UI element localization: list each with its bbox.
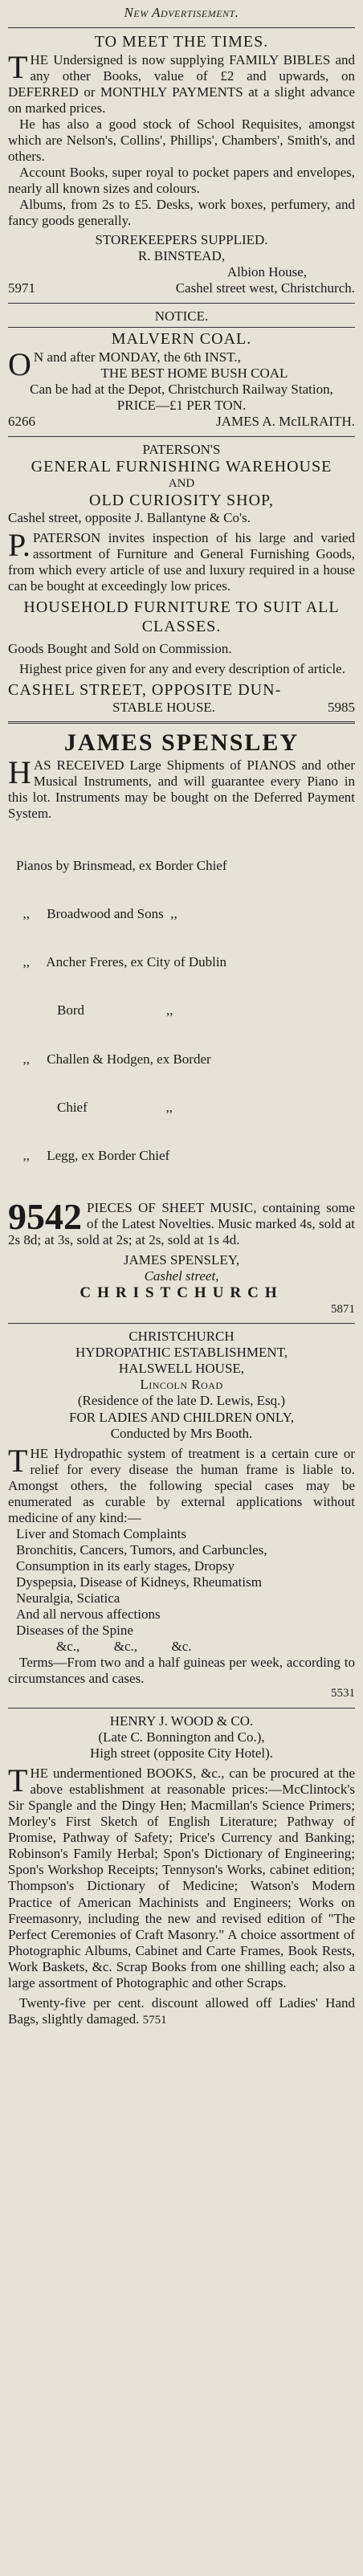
advert-heading: HYDROPATHIC ESTABLISHMENT, [75, 1345, 288, 1361]
drop-cap: T [8, 48, 28, 85]
advert-title: MALVERN COAL. [111, 330, 252, 349]
advert-paragraph: N and after MONDAY, the 6th INST., [33, 349, 241, 365]
list-item: Liver and Stomach Complaints [16, 1525, 186, 1541]
list-item: &c., &c., &c. [56, 1639, 192, 1655]
drop-cap: T [8, 1442, 28, 1479]
list-item: ,, Broadwood and Sons ,, [16, 906, 177, 922]
advert-subheading: STOREKEEPERS SUPPLIED. [95, 232, 268, 248]
divider [8, 721, 355, 724]
advert-heading: PATERSON'S [142, 442, 221, 458]
advert-heading: NOTICE. [154, 308, 209, 325]
advertiser-address: Albion House, [226, 264, 307, 280]
advertiser-address: Cashel street, opposite J. Ballantyne & Co's. [8, 510, 251, 526]
list-item: Chief ,, [16, 1099, 173, 1115]
advert-paragraph: He has also a good stock of School Requisites, amongst which are Nelson's, Collins', Phillips', Chambers', Smith's, and others. [8, 116, 355, 164]
advertiser-name: JAMES SPENSLEY, [123, 1252, 240, 1268]
advertiser-address: Cashel street west, Christchurch. [175, 280, 355, 296]
advert-heading: (Late C. Bonnington and Co.), [98, 1729, 265, 1745]
advert-price: PRICE—£1 PER TON. [116, 398, 247, 414]
piano-list [8, 826, 355, 1196]
advert-heading: HENRY J. WOOD & CO. [109, 1713, 254, 1729]
advertiser-address: High street (opposite City Hotel). [89, 1745, 274, 1762]
advert-title: JAMES SPENSLEY [63, 729, 300, 757]
list-item: Bord ,, [16, 1002, 173, 1019]
advert-wood [8, 1713, 355, 2028]
list-item: And all nervous affections [16, 1606, 161, 1623]
divider [8, 303, 355, 304]
divider [8, 1323, 355, 1324]
advert-paragraph: HE Undersigned is now supplying FAMILY BIBLES and any other Books, value of £2 and upwards, on DEFERRED or MONTHLY PAYMENTS at a slight advance on marked prices. [8, 51, 355, 116]
list-item: ,, Legg, ex Border Chief [16, 1147, 170, 1163]
advert-number: 5531 [331, 1687, 355, 1700]
list-item: Diseases of the Spine [16, 1623, 133, 1639]
advert-number: 6266 [8, 414, 35, 430]
advert-paragraph: HE undermentioned BOOKS, &c., can be procured at the above establishment at reasonable prices:—McClintock's Sir Spangle and the Dingy Hen; Macmillan's Science Primers; Morley's First Sketch of English Literature; Pathway of Promise, Pathway of Safety; Price's Currency and Banking; Robinson's Family Herbal; Spon's Dictionary of Engineering; Spon's Workshop Receipts; Tennyson's Works, cabinet edition; Thompson's Dictionary of Medicine; Watson's Modern Practice of American Machinists and Engineers; Works on Freemasonry, including the new and revised edition of "The Perfect Ceremonies of Craft Masonry." A choice assortment of Photographic Albums, Cabinet and Carte Frames, Book Rests, Work Baskets, &c. Scrap Books from one shilling each; also a large assortment of Photographic and other Scraps. [8, 1766, 355, 1990]
advert-heading: OLD CURIOSITY SHOP, [89, 491, 274, 509]
advert-paragraph: Can be had at the Depot, Christchurch Railway Station, [30, 382, 333, 398]
big-number: 9542 [8, 1195, 82, 1237]
advert-paragraph: Goods Bought and Sold on Commission. [8, 640, 232, 656]
advert-footer: CASHEL STREET, OPPOSITE DUN- [8, 680, 282, 699]
advert-paragraph: Terms—From two and a half guineas per week, according to circumstances and cases. [8, 1655, 355, 1687]
list-item: Bronchitis, Cancers, Tumors, and Carbuncles, [16, 1541, 267, 1557]
advert-paragraph: Highest price given for any and every description of article. [19, 660, 345, 676]
advert-hydropathic [8, 1329, 355, 1701]
advertiser-name: R. BINSTEAD, [137, 248, 226, 264]
advert-paragraph: AS RECEIVED Large Shipments of PIANOS and other Musical Instruments, and will guarantee every Piano in this lot. Instruments may be bought on the Deferred Payment System. [8, 757, 355, 821]
advert-heading: HOUSEHOLD FURNITURE TO SUIT ALL CLASSES. [23, 598, 340, 635]
advert-heading: (Residence of the late D. Lewis, Esq.) [77, 1393, 286, 1409]
advert-number: 5971 [8, 280, 35, 296]
advert-paragraph: Albums, from 2s to £5. Desks, work boxes, perfumery, and fancy goods generally. [8, 197, 355, 229]
advert-bibles [8, 33, 355, 296]
list-item: ,, Ancher Freres, ex City of Dublin [16, 954, 227, 970]
advert-heading: TO MEET THE TIMES. [94, 33, 269, 51]
drop-cap: H [8, 753, 31, 790]
advert-paragraph: HE Hydropathic system of treatment is a certain cure or relief for every disease the human frame is liable to. Amongst others, the following special cases may be enumerated as curable by external applications without medicine of any kind:— [8, 1445, 355, 1525]
advert-paragraph: PIECES OF SHEET MUSIC, containing some of the Latest Novelties. Music marked 4s, sold at 2s 8d; at 3s, sold at 2s; at 2s, sold at 1s 4d. [8, 1199, 355, 1248]
section-title: New Advertisement. [124, 5, 239, 20]
advert-heading: HALSWELL HOUSE, [118, 1361, 245, 1377]
advert-footer: STABLE HOUSE. [112, 700, 216, 716]
advert-paterson [8, 442, 355, 716]
advertiser-name: JAMES A. McILRAITH. [216, 414, 355, 430]
advert-coal [8, 308, 355, 430]
advert-paragraph: Twenty-five per cent. discount allowed off Ladies' Hand Bags, slightly damaged. [8, 1994, 355, 2027]
advert-paragraph: THE BEST HOME BUSH COAL [100, 365, 288, 382]
divider [8, 27, 355, 28]
advert-heading: GENERAL FURNISHING WAREHOUSE [31, 458, 332, 476]
conditions-list [8, 1526, 355, 1655]
list-item: Pianos by Brinsmead, ex Border Chief [16, 857, 227, 873]
list-item: ,, Challen & Hodgen, ex Border [16, 1051, 211, 1067]
advertiser-city: CHRISTCHURCH [80, 1284, 283, 1302]
divider [8, 327, 355, 328]
advertiser-address: Cashel street, [144, 1268, 219, 1284]
advert-paragraph: Account Books, super royal to pocket papers and envelopes, nearly all known sizes and colours. [8, 164, 355, 197]
advert-heading: CHRISTCHURCH [128, 1329, 235, 1345]
advert-number: 5985 [328, 700, 355, 716]
advert-number: 5751 [142, 2013, 167, 2027]
advert-spensley [8, 729, 355, 1317]
advert-heading: FOR LADIES AND CHILDREN ONLY, [69, 1409, 294, 1425]
advert-number: 5871 [331, 1302, 355, 1316]
list-item: Dyspepsia, Disease of Kidneys, Rheumatism [16, 1574, 262, 1590]
drop-cap: T [8, 1762, 28, 1799]
advert-heading: Conducted by Mrs Booth. [110, 1425, 253, 1441]
divider [8, 436, 355, 437]
drop-cap: P. [8, 527, 31, 564]
newspaper-column [8, 0, 355, 2028]
advert-heading: Lincoln Road [140, 1377, 223, 1393]
list-item: Consumption in its early stages, Dropsy [16, 1557, 235, 1574]
list-item: Neuralgia, Sciatica [16, 1590, 120, 1606]
advert-heading: AND [168, 476, 195, 490]
drop-cap: O [8, 345, 31, 382]
advert-paragraph: PATERSON invites inspection of his large and varied assortment of Furniture and General Furnishing Goods, from which every article of use and luxury required in a house can be bought at exceedingly low prices. [8, 530, 355, 594]
